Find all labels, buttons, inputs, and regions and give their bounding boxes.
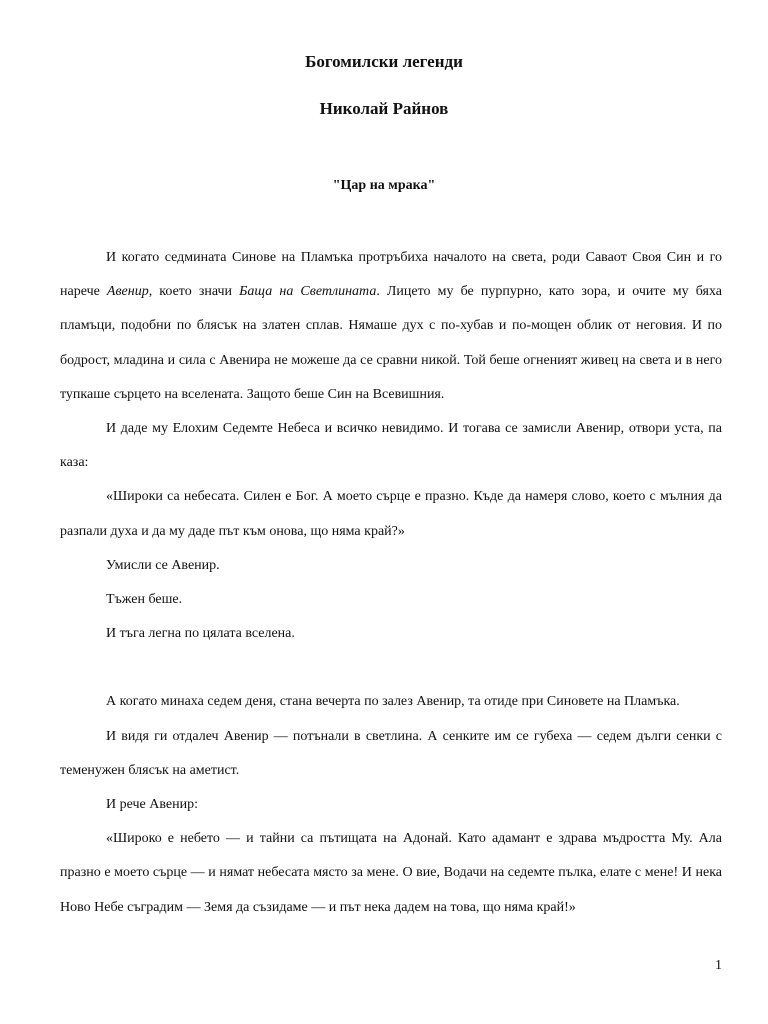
document-author: Николай Райнов — [319, 99, 449, 118]
paragraph — [60, 583, 722, 617]
paragraph — [60, 241, 722, 412]
text-run: «Широки са небесата. Силен е Бог. А моето сърце е празно. Къде да намеря слово, което с мълния да разпали духа и да му даде път към онова, що няма край?» — [60, 489, 722, 539]
paragraph-gap — [60, 651, 722, 685]
paragraph — [60, 480, 722, 548]
paragraph — [60, 549, 722, 583]
text-run: Тъжен беше. — [106, 592, 183, 608]
text-run: И даде му Елохим Седемте Небеса и всичко невидимо. И тогава се замисли Авенир, отвори уста, па каза: — [60, 421, 722, 471]
text-run: И видя ги отдалеч Авенир — потънали в светлина. А сенките им се губеха — седем дълги сенки с теменужен блясък на аметист. — [60, 728, 722, 778]
text-run: , което значи — [148, 284, 240, 300]
paragraph — [60, 685, 722, 719]
text-run: И когато седмината Синове на Пламъка протръбиха началото на света, роди Саваот Своя Син и го нарече — [60, 250, 722, 300]
paragraph — [60, 617, 722, 651]
paragraph — [60, 720, 722, 788]
chapter-title: "Цар на мрака" — [332, 178, 436, 193]
document-body — [60, 241, 722, 925]
paragraph — [60, 412, 722, 480]
paragraph — [60, 788, 722, 822]
document-title: Богомилски легенди — [305, 52, 463, 71]
text-run: А когато минаха седем деня, стана вечерта по залез Авенир, та отиде при Синовете на Пламъка. — [106, 694, 680, 710]
text-run: «Широко е небето — и тайни са пътищата на Адонай. Като адамант е здрава мъдростта Му. Ала празно е моето сърце — и нямат небесата място за мене. О вие, Водачи на седемте пълка, елате с мене! И нека Ново Небе съградим — Земя да съзидаме — и път нека дадем на това, що няма край!» — [60, 831, 722, 915]
text-run: И тъга легна по цялата вселена. — [106, 626, 295, 642]
italic-text: Авенир — [106, 284, 149, 300]
text-run: И рече Авенир: — [106, 797, 198, 813]
page-number: 1 — [715, 958, 722, 973]
paragraph — [60, 822, 722, 925]
italic-text: Баща на Светлината — [239, 284, 377, 300]
text-run: Умисли се Авенир. — [106, 557, 220, 573]
text-run: . Лицето му бе пурпурно, като зора, и очите му бяха пламъци, подобни по блясък на златен сплав. Нямаше дух с по-хубав и по-мощен облик от неговия. И по бодрост, младина и сила с Авенира не можеше да се сравни никой. Той беше огненият живец на света и в него тупкаше сърцето на вселената. Защото беше Син на Всевишния. — [60, 284, 723, 402]
